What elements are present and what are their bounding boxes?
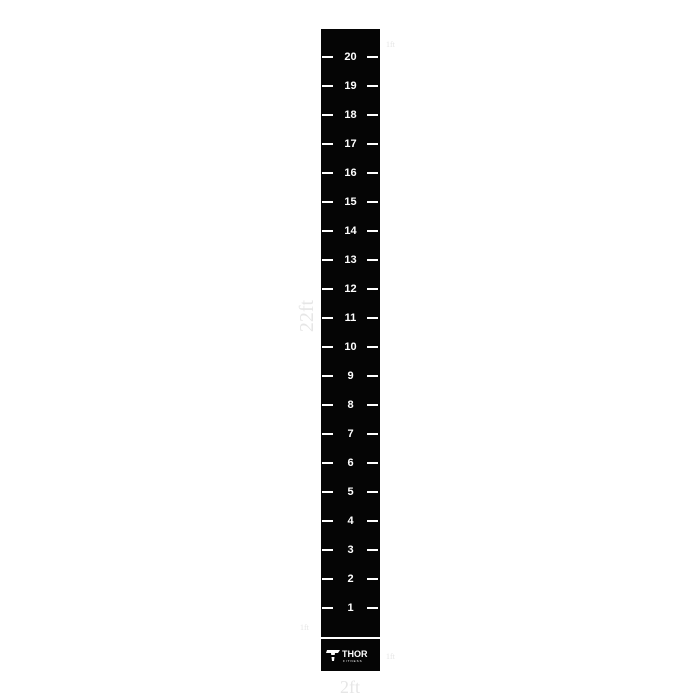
tick-mark-right (367, 520, 378, 522)
scale-marker (321, 221, 380, 241)
tick-mark-left (322, 607, 333, 609)
scale-marker (321, 163, 380, 183)
tick-mark-left (322, 346, 333, 348)
marker-number: 7 (347, 428, 354, 440)
tick-mark-right (367, 549, 378, 551)
marker-number: 9 (347, 370, 354, 382)
marker-number: 2 (347, 573, 354, 585)
measurement-strip (321, 29, 380, 671)
scale-marker (321, 337, 380, 357)
tick-mark-left (322, 433, 333, 435)
top-margin-dimension-label: 1ft (386, 40, 395, 49)
marker-number: 13 (344, 254, 357, 266)
scale-marker (321, 192, 380, 212)
tick-mark-left (322, 56, 333, 58)
tick-mark-right (367, 404, 378, 406)
tick-mark-left (322, 172, 333, 174)
tick-mark-left (322, 491, 333, 493)
scale-marker (321, 105, 380, 125)
scale-marker (321, 540, 380, 560)
marker-number: 14 (344, 225, 357, 237)
tick-mark-right (367, 143, 378, 145)
tick-mark-right (367, 317, 378, 319)
scale-marker (321, 482, 380, 502)
tick-mark-right (367, 607, 378, 609)
tick-mark-right (367, 259, 378, 261)
tick-mark-right (367, 375, 378, 377)
marker-number: 8 (347, 399, 354, 411)
tick-mark-left (322, 288, 333, 290)
marker-number: 12 (344, 283, 357, 295)
scale-marker (321, 511, 380, 531)
tick-mark-right (367, 433, 378, 435)
bottom-left-dimension-label: 1ft (300, 623, 309, 632)
scale-marker (321, 598, 380, 618)
tick-mark-left (322, 375, 333, 377)
scale-marker (321, 47, 380, 67)
tick-mark-right (367, 85, 378, 87)
tick-mark-left (322, 462, 333, 464)
tick-mark-right (367, 56, 378, 58)
tick-mark-right (367, 462, 378, 464)
tick-mark-left (322, 114, 333, 116)
marker-number: 16 (344, 167, 357, 179)
scale-marker (321, 250, 380, 270)
scale-marker (321, 395, 380, 415)
tick-mark-right (367, 114, 378, 116)
tick-mark-left (322, 259, 333, 261)
tick-mark-right (367, 346, 378, 348)
scale-marker (321, 569, 380, 589)
marker-number: 15 (344, 196, 357, 208)
tick-mark-right (367, 230, 378, 232)
marker-number: 17 (344, 138, 357, 150)
tick-mark-left (322, 143, 333, 145)
marker-number: 20 (344, 51, 357, 63)
tick-mark-right (367, 288, 378, 290)
tick-mark-left (322, 520, 333, 522)
tick-mark-left (322, 230, 333, 232)
tick-mark-left (322, 317, 333, 319)
thor-fitness-logo (324, 647, 378, 664)
hammer-logo-icon (324, 647, 378, 664)
tick-mark-left (322, 549, 333, 551)
logo-tagline-text: FITNESS (343, 659, 363, 663)
tick-mark-right (367, 578, 378, 580)
scale-marker (321, 424, 380, 444)
tick-mark-left (322, 404, 333, 406)
marker-number: 5 (347, 486, 354, 498)
marker-number: 18 (344, 109, 357, 121)
marker-number: 3 (347, 544, 354, 556)
tick-mark-right (367, 172, 378, 174)
marker-number: 1 (347, 602, 354, 614)
marker-number: 10 (344, 341, 357, 353)
scale-marker (321, 308, 380, 328)
tick-mark-left (322, 578, 333, 580)
tick-mark-right (367, 201, 378, 203)
height-dimension-label: 22ft (296, 299, 318, 333)
marker-number: 19 (344, 80, 357, 92)
scale-marker (321, 76, 380, 96)
scale-marker (321, 366, 380, 386)
scale-marker (321, 134, 380, 154)
scale-marker (321, 279, 380, 299)
marker-number: 11 (344, 312, 357, 324)
tick-mark-right (367, 491, 378, 493)
tick-mark-left (322, 85, 333, 87)
tick-mark-left (322, 201, 333, 203)
logo-section-dimension-label: 1ft (386, 652, 395, 661)
scale-marker (321, 453, 380, 473)
marker-number: 6 (347, 457, 354, 469)
logo-divider (321, 637, 380, 639)
marker-number: 4 (347, 515, 354, 527)
logo-brand-text: THOR (342, 649, 368, 659)
width-dimension-label: 2ft (340, 677, 360, 697)
